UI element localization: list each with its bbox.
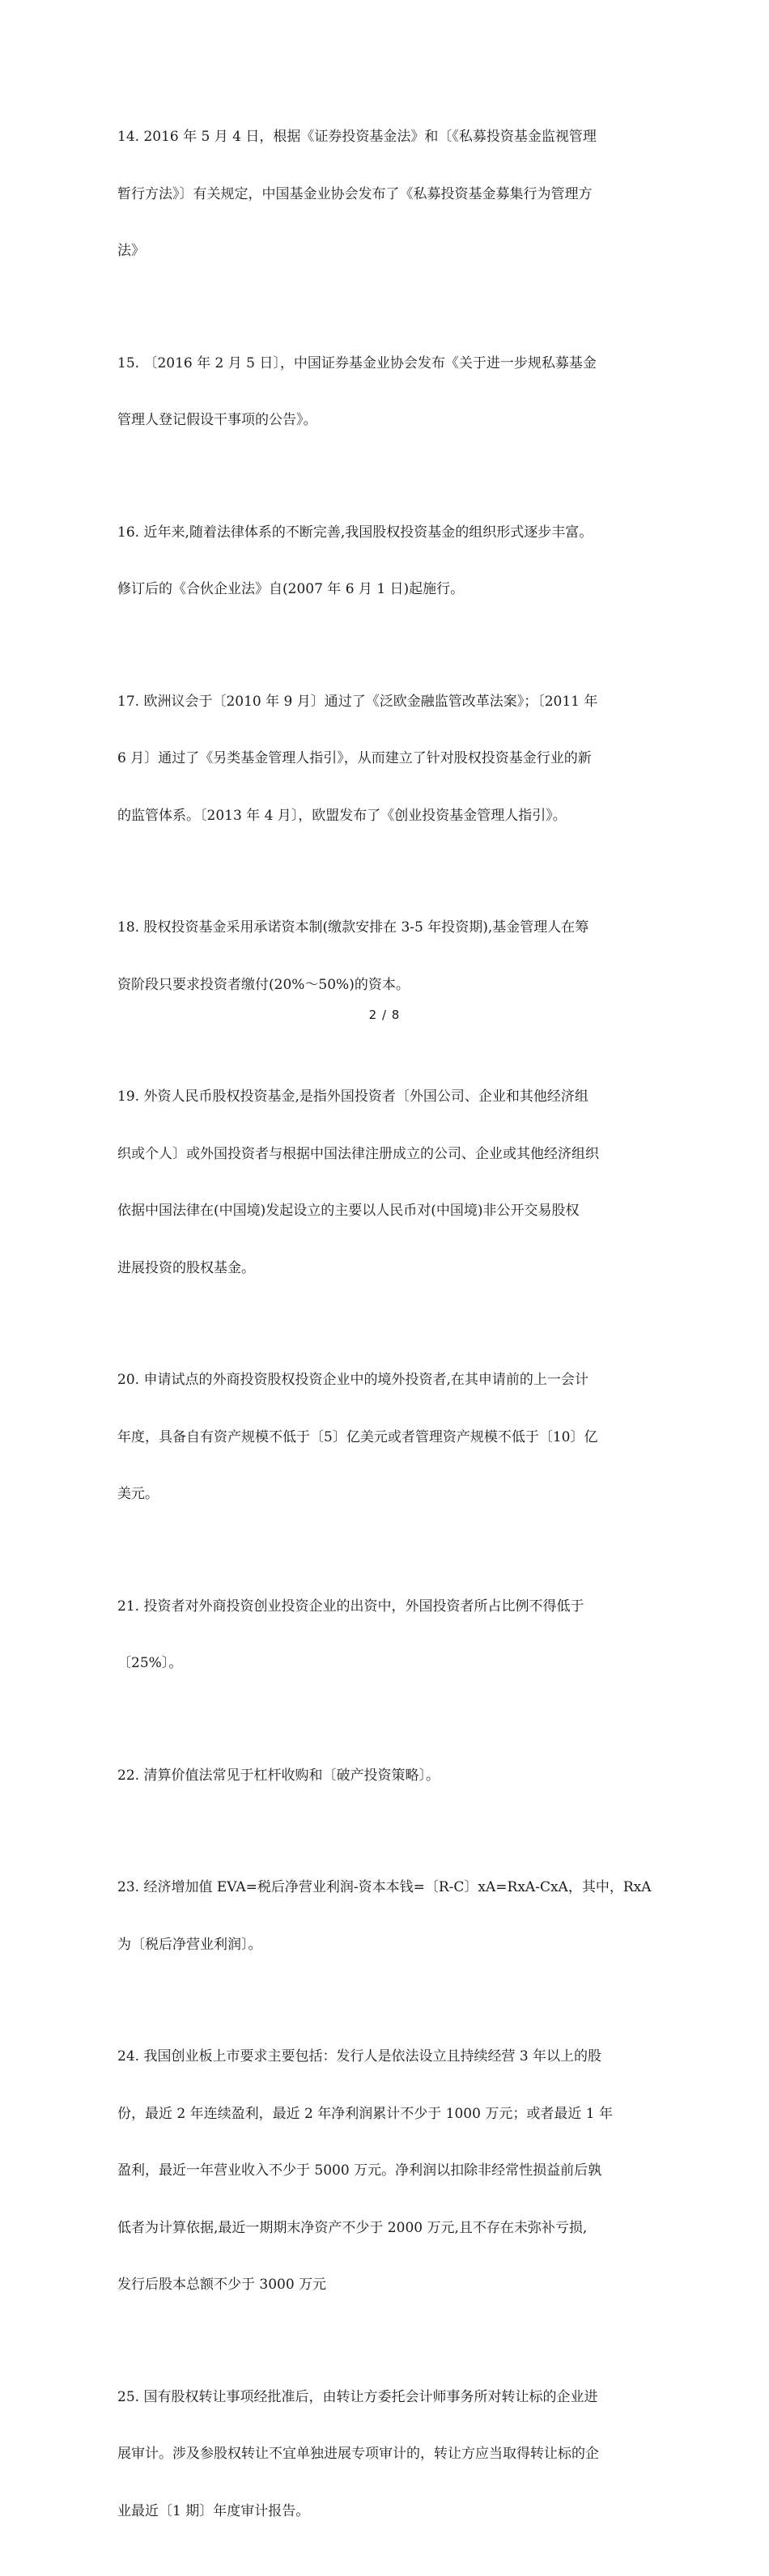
text-line: 21. 投资者对外商投资创业投资企业的出资中，外国投资者所占比例不得低于 [117, 1598, 584, 1615]
paragraph-15 [117, 316, 658, 469]
text-line: 业最近〔1 期〕年度审计报告。 [117, 2502, 310, 2519]
text-line: 6 月〕通过了《另类基金管理人指引》，从而建立了针对股权投资基金行业的新 [117, 750, 592, 766]
text-line: 23. 经济增加值 EVA=税后净营业利润-资本本钱=〔R-C〕xA=RxA-CxA，其中，RxA [117, 1879, 652, 1895]
text-line: 发行后股本总额不少于 3000 万元 [117, 2277, 327, 2293]
paragraph-19 [117, 1050, 658, 1316]
text-line: 20. 申请试点的外商投资股权投资企业中的境外投资者,在其申请前的上一会计 [117, 1372, 588, 1388]
text-line: 14. 2016 年 5 月 4 日，根据《证券投资基金法》和〔《私募投资基金监视管理 [117, 129, 597, 145]
text-line: 进展投资的股权基金。 [117, 1259, 255, 1276]
text-line: 暂行方法》〕有关规定，中国基金业协会发布了《私募投资基金募集行为管理方 [117, 185, 593, 202]
text-line: 25. 国有股权转让事项经批准后，由转让方委托会计师事务所对转让标的企业进 [117, 2388, 598, 2405]
text-line: 〔25%〕。 [117, 1655, 183, 1671]
text-line: 展审计。涉及参股权转让不宜单独进展专项审计的，转让方应当取得转让标的企 [117, 2446, 599, 2462]
text-line: 24. 我国创业板上市要求主要包括：发行人是依法设立且持续经营 3 年以上的股 [117, 2048, 602, 2065]
text-line: 的监管体系。〔2013 年 4 月〕，欧盟发布了《创业投资基金管理人指引》。 [117, 807, 567, 824]
paragraph-24 [117, 2009, 658, 2333]
text-line: 为〔税后净营业利润〕。 [117, 1936, 262, 1953]
text-line: 美元。 [117, 1486, 159, 1502]
text-line: 22. 清算价值法常见于杠杆收购和〔破产投资策略〕。 [117, 1767, 440, 1784]
text-line: 织或个人〕或外国投资者与根据中国法律注册成立的公司、企业或其他经济组织 [117, 1145, 599, 1162]
text-line: 盈利，最近一年营业收入不少于 5000 万元。净利润以扣除非经常性损益前后孰 [117, 2162, 602, 2179]
paragraph-16 [117, 486, 658, 638]
paragraph-21 [117, 1560, 658, 1712]
paragraph-22 [117, 1729, 658, 1824]
text-line: 15. 〔2016 年 2 月 5 日〕，中国证券基金业协会发布《关于进一步规私募基金 [117, 354, 597, 371]
text-line: 低者为计算依据,最近一期期末净资产不少于 2000 万元,且不存在未弥补亏损, [117, 2219, 588, 2236]
paragraph-23 [117, 1840, 658, 1992]
text-line: 修订后的《合伙企业法》自(2007 年 6 月 1 日)起施行。 [117, 581, 465, 597]
paragraph-20 [117, 1333, 658, 1543]
paragraph-14 [117, 90, 658, 299]
text-line: 年度，具备自有资产规模不低于〔5〕亿美元或者管理资产规模不低于〔10〕亿 [117, 1428, 598, 1445]
text-line: 18. 股权投资基金采用承诺资本制(缴款安排在 3-5 年投资期),基金管理人在筹 [117, 919, 589, 936]
text-line: 资阶段只要求投资者缴付(20%～50%)的资本。 [117, 976, 410, 993]
text-line: 份，最近 2 年连续盈利，最近 2 年净利润累计不少于 1000 万元；或者最近 1 年 [117, 2105, 613, 2122]
text-line: 依据中国法律在(中国境)发起设立的主要以人民币对(中国境)非公开交易股权 [117, 1203, 580, 1219]
text-line: 16. 近年来,随着法律体系的不断完善,我国股权投资基金的组织形式逐步丰富。 [117, 524, 593, 541]
paragraph-17 [117, 655, 658, 864]
document-body [117, 90, 658, 2576]
paragraph-25 [117, 2350, 658, 2560]
text-line: 法》 [117, 243, 145, 259]
text-line: 管理人登记假设干事项的公告》。 [117, 412, 317, 428]
text-line: 17. 欧洲议会于〔2010 年 9 月〕通过了《泛欧金融监管改革法案》；〔2011 年 [117, 693, 598, 710]
page-number: 2 / 8 [368, 1008, 401, 1022]
text-line: 19. 外资人民币股权投资基金,是指外国投资者〔外国公司、企业和其他经济组 [117, 1089, 588, 1105]
